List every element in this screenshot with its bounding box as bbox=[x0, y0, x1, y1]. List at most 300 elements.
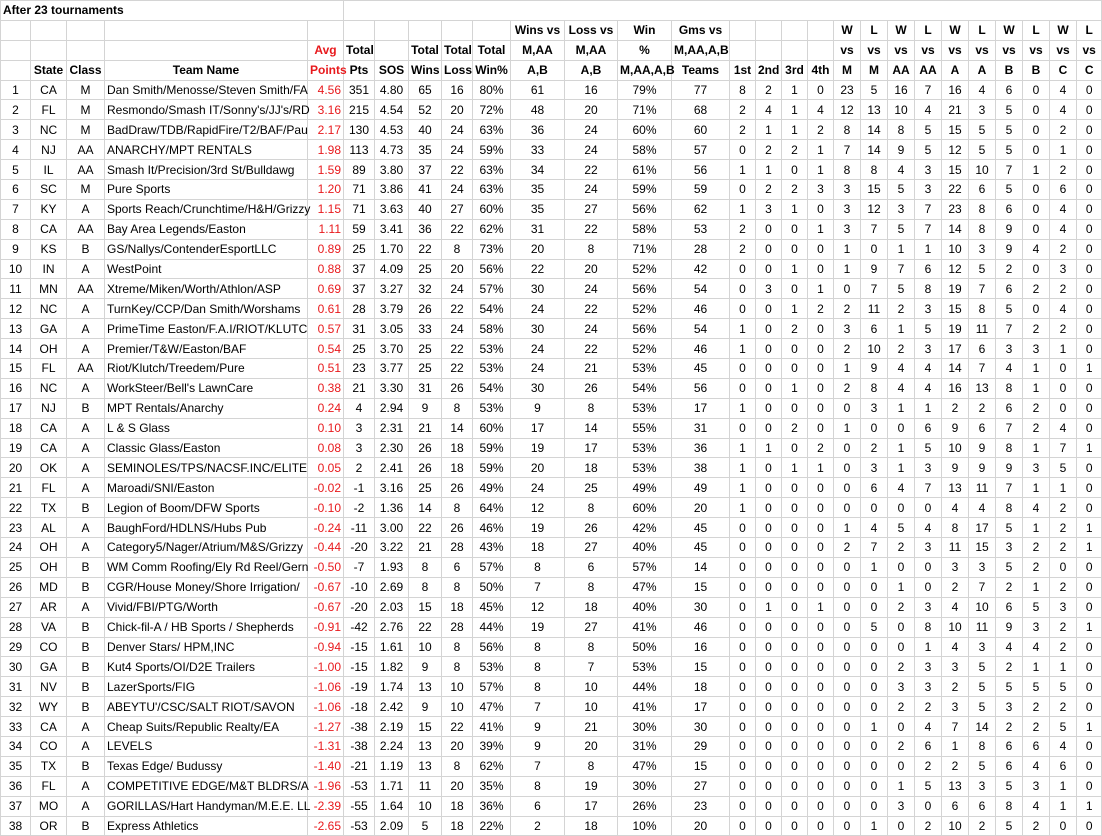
table-cell: 0 bbox=[834, 796, 861, 816]
table-cell: 30 bbox=[511, 319, 565, 339]
table-cell: 3.63 bbox=[375, 199, 409, 219]
table-cell: 30 bbox=[1, 657, 31, 677]
table-cell: 0 bbox=[861, 577, 888, 597]
table-cell: 5 bbox=[861, 80, 888, 100]
table-cell: 0 bbox=[888, 617, 915, 637]
header-cell: W bbox=[942, 20, 969, 40]
table-cell: 0 bbox=[756, 418, 782, 438]
table-cell: 8 bbox=[834, 120, 861, 140]
avg-points-cell: 0.10 bbox=[308, 418, 344, 438]
avg-points-cell: -0.10 bbox=[308, 498, 344, 518]
header-cell: C bbox=[1077, 60, 1102, 80]
table-cell: 14 bbox=[672, 557, 730, 577]
table-cell: 4.80 bbox=[375, 80, 409, 100]
table-cell: 1 bbox=[782, 100, 808, 120]
table-cell: 9 bbox=[409, 398, 442, 418]
table-cell: 130 bbox=[344, 120, 375, 140]
table-cell: 54% bbox=[473, 299, 511, 319]
table-cell: A bbox=[67, 438, 105, 458]
header-cell: vs bbox=[888, 40, 915, 60]
table-cell: 56% bbox=[618, 319, 672, 339]
header-cell: Total bbox=[473, 40, 511, 60]
table-cell: 0 bbox=[888, 816, 915, 836]
header-cell: vs bbox=[942, 40, 969, 60]
table-cell: VA bbox=[31, 617, 67, 637]
table-cell: 2 bbox=[942, 398, 969, 418]
table-cell: 0 bbox=[834, 398, 861, 418]
header-cell: M,AA bbox=[511, 40, 565, 60]
table-cell: 57% bbox=[473, 557, 511, 577]
table-cell: 43% bbox=[473, 538, 511, 558]
table-cell: 2 bbox=[1050, 697, 1077, 717]
table-cell: 4 bbox=[888, 359, 915, 379]
table-cell: 3 bbox=[915, 339, 942, 359]
table-cell: 18 bbox=[442, 438, 473, 458]
table-cell: 1 bbox=[756, 160, 782, 180]
table-cell: TX bbox=[31, 498, 67, 518]
table-cell: 20 bbox=[442, 736, 473, 756]
table-cell: A bbox=[67, 299, 105, 319]
table-cell: 7 bbox=[511, 577, 565, 597]
header-cell: vs bbox=[861, 40, 888, 60]
table-cell: 2 bbox=[756, 80, 782, 100]
table-cell: 8 bbox=[511, 776, 565, 796]
table-cell: 58% bbox=[473, 319, 511, 339]
table-cell: 17 bbox=[565, 796, 618, 816]
header-cell: A,B bbox=[511, 60, 565, 80]
table-cell: 10 bbox=[442, 677, 473, 697]
table-cell: 1 bbox=[834, 518, 861, 538]
table-cell: 3 bbox=[969, 637, 996, 657]
table-cell: 1 bbox=[942, 736, 969, 756]
table-cell: -18 bbox=[344, 697, 375, 717]
header-cell bbox=[31, 20, 67, 40]
table-cell: 8 bbox=[1, 219, 31, 239]
table-cell: 12 bbox=[511, 597, 565, 617]
table-cell: 5 bbox=[996, 816, 1023, 836]
header-cell: Win% bbox=[473, 60, 511, 80]
table-cell: 2 bbox=[888, 697, 915, 717]
table-cell: 0 bbox=[1077, 160, 1102, 180]
header-cell bbox=[730, 40, 756, 60]
table-cell: 8 bbox=[915, 279, 942, 299]
table-cell: 0 bbox=[756, 359, 782, 379]
table-cell: 0 bbox=[782, 279, 808, 299]
table-cell: 59% bbox=[473, 438, 511, 458]
table-cell: 15 bbox=[942, 120, 969, 140]
table-cell: 35 bbox=[409, 140, 442, 160]
table-cell: 0 bbox=[1077, 478, 1102, 498]
table-cell: 0 bbox=[888, 717, 915, 737]
table-cell: 2 bbox=[1050, 577, 1077, 597]
table-cell: 3 bbox=[834, 199, 861, 219]
table-cell: 3 bbox=[1050, 259, 1077, 279]
table-cell: FL bbox=[31, 359, 67, 379]
table-row bbox=[1, 239, 1102, 259]
table-cell: 30% bbox=[618, 776, 672, 796]
table-cell: 22 bbox=[442, 359, 473, 379]
avg-points-cell: -0.94 bbox=[308, 637, 344, 657]
table-cell: 1 bbox=[730, 478, 756, 498]
table-cell: 7 bbox=[969, 577, 996, 597]
table-cell: 24 bbox=[565, 120, 618, 140]
table-cell: 3 bbox=[969, 776, 996, 796]
table-cell: AR bbox=[31, 597, 67, 617]
table-cell: 2 bbox=[511, 816, 565, 836]
table-cell: 0 bbox=[1077, 140, 1102, 160]
table-cell: 0 bbox=[808, 577, 834, 597]
table-cell: 17 bbox=[511, 418, 565, 438]
table-cell: FL bbox=[31, 100, 67, 120]
avg-points-cell: -1.40 bbox=[308, 756, 344, 776]
table-cell: 0 bbox=[834, 597, 861, 617]
team-name-cell: ANARCHY/MPT RENTALS bbox=[105, 140, 308, 160]
table-cell: 16 bbox=[442, 80, 473, 100]
table-cell: 9 bbox=[996, 219, 1023, 239]
table-cell: 0 bbox=[1077, 299, 1102, 319]
table-cell: 6 bbox=[1023, 736, 1050, 756]
table-cell: 2 bbox=[730, 239, 756, 259]
table-cell: 19 bbox=[942, 319, 969, 339]
table-cell: 53 bbox=[672, 219, 730, 239]
table-cell: 20 bbox=[672, 816, 730, 836]
header-cell bbox=[308, 20, 344, 40]
table-cell: 50% bbox=[618, 637, 672, 657]
table-cell: M bbox=[67, 80, 105, 100]
table-cell: B bbox=[67, 577, 105, 597]
table-cell: 0 bbox=[782, 677, 808, 697]
table-cell: WY bbox=[31, 697, 67, 717]
header-cell: Total bbox=[442, 40, 473, 60]
table-cell: 2 bbox=[942, 577, 969, 597]
table-cell: 10 bbox=[942, 239, 969, 259]
table-cell: 11 bbox=[942, 538, 969, 558]
table-cell: 47% bbox=[618, 756, 672, 776]
table-cell: 53% bbox=[473, 398, 511, 418]
table-cell: 12 bbox=[942, 140, 969, 160]
table-cell: 0 bbox=[808, 637, 834, 657]
table-row bbox=[1, 339, 1102, 359]
table-cell: 33 bbox=[409, 319, 442, 339]
table-cell: 0 bbox=[1077, 697, 1102, 717]
table-cell: 3 bbox=[915, 597, 942, 617]
table-cell: 23 bbox=[834, 80, 861, 100]
table-cell: 3 bbox=[861, 458, 888, 478]
table-cell: AA bbox=[67, 160, 105, 180]
table-cell: 1.64 bbox=[375, 796, 409, 816]
team-name-cell: GORILLAS/Hart Handyman/M.E.E. LL bbox=[105, 796, 308, 816]
table-cell: 4 bbox=[1023, 498, 1050, 518]
table-cell: 12 bbox=[861, 199, 888, 219]
table-cell: 8 bbox=[565, 498, 618, 518]
avg-points-cell: -0.44 bbox=[308, 538, 344, 558]
table-cell: 2 bbox=[1050, 120, 1077, 140]
header-cell: W bbox=[996, 20, 1023, 40]
header-cell: vs bbox=[915, 40, 942, 60]
table-cell: 0 bbox=[861, 776, 888, 796]
table-cell: 4 bbox=[969, 498, 996, 518]
table-cell: 0 bbox=[1077, 637, 1102, 657]
table-cell: 25 bbox=[565, 478, 618, 498]
table-cell: A bbox=[67, 597, 105, 617]
table-cell: 0 bbox=[808, 538, 834, 558]
table-cell: 0 bbox=[756, 677, 782, 697]
table-cell: 113 bbox=[344, 140, 375, 160]
table-cell: 3 bbox=[344, 418, 375, 438]
table-cell: -11 bbox=[344, 518, 375, 538]
table-cell: 3 bbox=[1023, 776, 1050, 796]
table-cell: 0 bbox=[730, 577, 756, 597]
table-cell: -1 bbox=[344, 478, 375, 498]
table-row bbox=[1, 478, 1102, 498]
team-name-cell: WM Comm Roofing/Ely Rd Reel/Gern bbox=[105, 557, 308, 577]
table-cell: 2.69 bbox=[375, 577, 409, 597]
table-cell: 5 bbox=[969, 697, 996, 717]
table-cell: 0 bbox=[782, 557, 808, 577]
table-cell: 3.16 bbox=[375, 478, 409, 498]
table-cell: 0 bbox=[1077, 378, 1102, 398]
table-cell: 5 bbox=[915, 140, 942, 160]
header-cell: M,AA bbox=[565, 40, 618, 60]
table-cell: 1 bbox=[888, 398, 915, 418]
table-cell: 0 bbox=[834, 697, 861, 717]
table-cell: 73% bbox=[473, 239, 511, 259]
table-cell: 8 bbox=[409, 557, 442, 577]
table-cell: 24 bbox=[511, 339, 565, 359]
table-cell: 0 bbox=[1077, 458, 1102, 478]
table-cell: 31% bbox=[618, 736, 672, 756]
table-cell: 3 bbox=[834, 219, 861, 239]
team-name-cell: Riot/Klutch/Treedem/Pure bbox=[105, 359, 308, 379]
table-cell: 4 bbox=[996, 359, 1023, 379]
table-cell: 15 bbox=[942, 299, 969, 319]
table-cell: 5 bbox=[1023, 597, 1050, 617]
table-cell: A bbox=[67, 378, 105, 398]
table-cell: 6 bbox=[1, 180, 31, 200]
table-cell: 22 bbox=[442, 717, 473, 737]
table-cell: 31 bbox=[511, 219, 565, 239]
table-cell: 5 bbox=[996, 299, 1023, 319]
table-cell: 18 bbox=[442, 816, 473, 836]
table-cell: 1 bbox=[915, 637, 942, 657]
table-cell: 6 bbox=[969, 180, 996, 200]
header-cell: W bbox=[834, 20, 861, 40]
table-cell: 1 bbox=[888, 458, 915, 478]
table-row bbox=[1, 160, 1102, 180]
table-cell: GA bbox=[31, 319, 67, 339]
table-cell: 29 bbox=[1, 637, 31, 657]
table-cell: 2.19 bbox=[375, 717, 409, 737]
table-cell: 7 bbox=[915, 478, 942, 498]
table-cell: 26 bbox=[409, 299, 442, 319]
table-cell: 351 bbox=[344, 80, 375, 100]
table-cell: 20 bbox=[442, 259, 473, 279]
table-cell: 20 bbox=[672, 498, 730, 518]
table-cell: 2 bbox=[915, 697, 942, 717]
table-cell: 37 bbox=[1, 796, 31, 816]
table-cell: B bbox=[67, 498, 105, 518]
table-cell: 0 bbox=[756, 617, 782, 637]
table-cell: 4 bbox=[1050, 299, 1077, 319]
team-name-cell: Bay Area Legends/Easton bbox=[105, 219, 308, 239]
table-cell: 0 bbox=[756, 259, 782, 279]
table-cell: 61 bbox=[511, 80, 565, 100]
table-cell: 1 bbox=[808, 160, 834, 180]
table-cell: 2 bbox=[942, 677, 969, 697]
table-cell: 0 bbox=[861, 697, 888, 717]
header-cell: A bbox=[969, 60, 996, 80]
table-cell: 1 bbox=[1, 80, 31, 100]
table-cell: 0 bbox=[730, 538, 756, 558]
table-cell: 22 bbox=[442, 339, 473, 359]
table-cell: 4 bbox=[1023, 239, 1050, 259]
team-name-cell: L & S Glass bbox=[105, 418, 308, 438]
table-cell: 22 bbox=[511, 259, 565, 279]
table-cell: 4 bbox=[888, 160, 915, 180]
table-cell: 1 bbox=[1050, 776, 1077, 796]
table-cell: 2 bbox=[1050, 617, 1077, 637]
table-cell: 4.54 bbox=[375, 100, 409, 120]
table-row bbox=[1, 120, 1102, 140]
header-cell: Total bbox=[409, 40, 442, 60]
table-cell: 20 bbox=[565, 736, 618, 756]
table-cell: 4 bbox=[915, 359, 942, 379]
table-cell: 2 bbox=[834, 339, 861, 359]
table-cell: 1 bbox=[782, 458, 808, 478]
table-cell: 0 bbox=[1077, 180, 1102, 200]
table-cell: 9 bbox=[888, 140, 915, 160]
table-cell: 0 bbox=[1077, 557, 1102, 577]
table-cell: 3 bbox=[942, 697, 969, 717]
table-cell: 7 bbox=[996, 418, 1023, 438]
table-cell: 29 bbox=[672, 736, 730, 756]
table-cell: 2.41 bbox=[375, 458, 409, 478]
table-cell: 53% bbox=[473, 657, 511, 677]
table-cell: 25 bbox=[344, 239, 375, 259]
table-cell: 5 bbox=[888, 180, 915, 200]
table-cell: B bbox=[67, 239, 105, 259]
table-cell: 18 bbox=[1, 418, 31, 438]
team-name-cell: Smash It/Precision/3rd St/Bulldawg bbox=[105, 160, 308, 180]
header-cell: M bbox=[834, 60, 861, 80]
table-cell: 2 bbox=[888, 657, 915, 677]
table-cell: 8 bbox=[996, 438, 1023, 458]
table-cell: 27 bbox=[565, 617, 618, 637]
table-cell: 3 bbox=[915, 677, 942, 697]
table-cell: 52% bbox=[618, 299, 672, 319]
table-cell: 1 bbox=[888, 239, 915, 259]
table-cell: 1 bbox=[782, 120, 808, 140]
table-cell: 28 bbox=[442, 538, 473, 558]
table-cell: 0 bbox=[834, 657, 861, 677]
table-cell: NC bbox=[31, 378, 67, 398]
table-cell: 3 bbox=[1023, 339, 1050, 359]
table-cell: 59% bbox=[473, 458, 511, 478]
table-cell: M bbox=[67, 180, 105, 200]
header-cell: Gms vs bbox=[672, 20, 730, 40]
header-cell bbox=[375, 40, 409, 60]
table-cell: 5 bbox=[996, 518, 1023, 538]
table-cell: 0 bbox=[861, 677, 888, 697]
table-cell: 1.74 bbox=[375, 677, 409, 697]
header-cell: M,AA,A,B bbox=[618, 60, 672, 80]
table-cell: 8 bbox=[565, 239, 618, 259]
table-cell: 2 bbox=[861, 438, 888, 458]
table-cell: 1 bbox=[782, 299, 808, 319]
table-cell: 60% bbox=[473, 199, 511, 219]
table-cell: 22 bbox=[565, 339, 618, 359]
table-cell: 2 bbox=[1023, 697, 1050, 717]
table-cell: 0 bbox=[730, 597, 756, 617]
table-cell: 5 bbox=[969, 140, 996, 160]
table-cell: 0 bbox=[730, 756, 756, 776]
table-cell: 0 bbox=[1077, 398, 1102, 418]
table-cell: 56% bbox=[618, 279, 672, 299]
table-cell: 8 bbox=[996, 498, 1023, 518]
header-cell bbox=[808, 40, 834, 60]
table-cell: 57% bbox=[618, 557, 672, 577]
table-row bbox=[1, 140, 1102, 160]
table-cell: 11 bbox=[969, 478, 996, 498]
table-cell: 7 bbox=[915, 199, 942, 219]
table-cell: 1 bbox=[1023, 438, 1050, 458]
table-cell: 2 bbox=[808, 438, 834, 458]
avg-points-cell: 0.38 bbox=[308, 378, 344, 398]
header-cell: Loss vs bbox=[565, 20, 618, 40]
header-cell: L bbox=[1077, 20, 1102, 40]
table-cell: B bbox=[67, 617, 105, 637]
table-cell: 63% bbox=[473, 120, 511, 140]
table-cell: 2 bbox=[1050, 160, 1077, 180]
table-cell: 0 bbox=[756, 557, 782, 577]
team-name-cell: Dan Smith/Menosse/Steven Smith/FA bbox=[105, 80, 308, 100]
header-cell: vs bbox=[1050, 40, 1077, 60]
table-cell: 4 bbox=[1050, 80, 1077, 100]
table-cell: 16 bbox=[1, 378, 31, 398]
table-cell: 5 bbox=[996, 677, 1023, 697]
table-cell: 42 bbox=[672, 259, 730, 279]
table-cell: 0 bbox=[861, 637, 888, 657]
table-cell: 22 bbox=[565, 160, 618, 180]
table-cell: 19 bbox=[1, 438, 31, 458]
header-cell bbox=[1, 60, 31, 80]
table-cell: 45% bbox=[473, 597, 511, 617]
table-cell: 19 bbox=[511, 438, 565, 458]
table-cell: 0 bbox=[782, 617, 808, 637]
table-row bbox=[1, 736, 1102, 756]
table-cell: 60 bbox=[672, 120, 730, 140]
table-cell: 46 bbox=[672, 339, 730, 359]
header-cell: W bbox=[1050, 20, 1077, 40]
table-cell: 72% bbox=[473, 100, 511, 120]
table-cell: 2.94 bbox=[375, 398, 409, 418]
table-cell: 6 bbox=[996, 279, 1023, 299]
table-cell: 24 bbox=[511, 478, 565, 498]
table-cell: 3.41 bbox=[375, 219, 409, 239]
header-cell bbox=[67, 40, 105, 60]
table-cell: 0 bbox=[1077, 577, 1102, 597]
table-cell: 71% bbox=[618, 239, 672, 259]
table-cell: 0 bbox=[756, 736, 782, 756]
table-cell: 4 bbox=[1050, 736, 1077, 756]
table-cell: 4 bbox=[1050, 199, 1077, 219]
table-cell: 8 bbox=[996, 796, 1023, 816]
table-cell: 21 bbox=[565, 359, 618, 379]
table-cell: 0 bbox=[861, 418, 888, 438]
table-cell: 2 bbox=[782, 418, 808, 438]
table-cell: 2.30 bbox=[375, 438, 409, 458]
table-cell: MN bbox=[31, 279, 67, 299]
